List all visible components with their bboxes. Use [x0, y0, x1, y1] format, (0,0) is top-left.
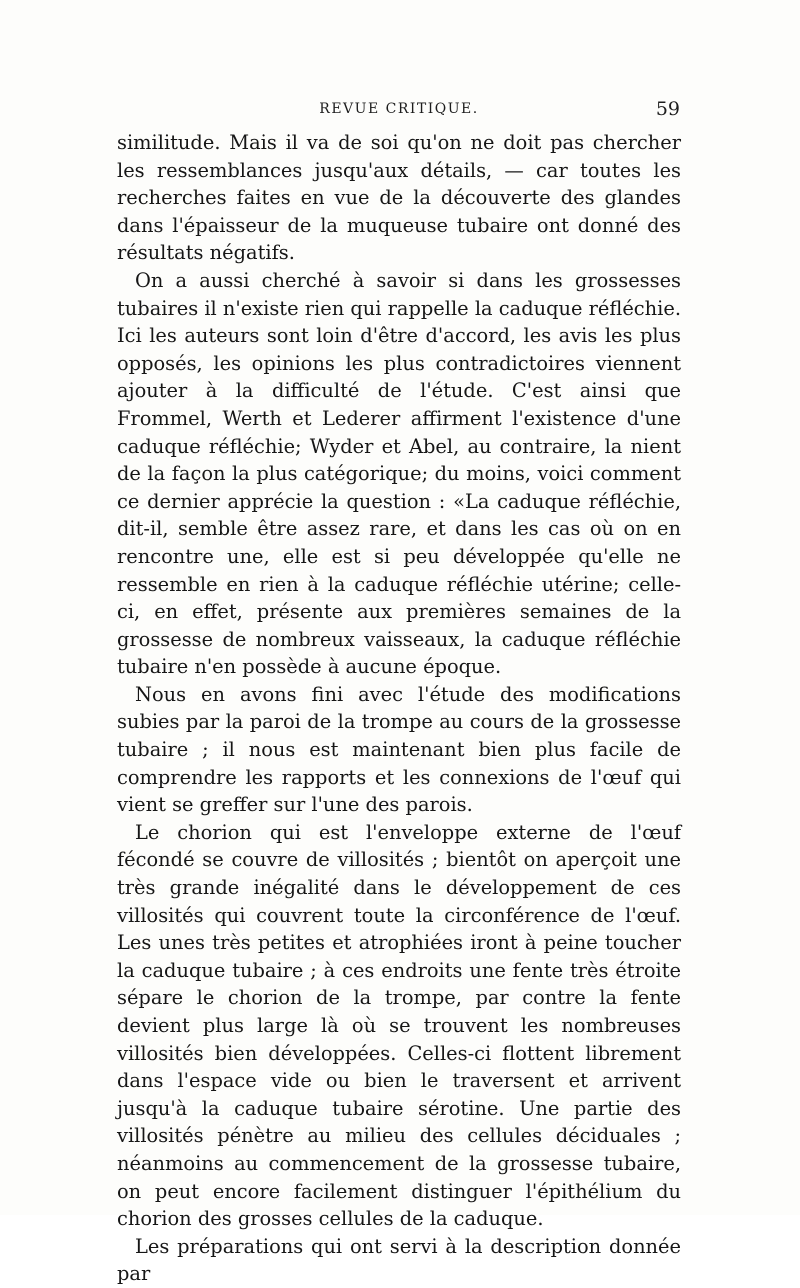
- paragraph-preparations: Les préparations qui ont servi à la description donnée par: [117, 1234, 681, 1286]
- running-title: REVUE CRITIQUE.: [319, 101, 479, 117]
- paragraph-continued: similitude. Mais il va de soi qu'on ne doit pas chercher les ressemblances jusqu'aux détails, — car toutes les recherches faites en vue de la découverte des glandes dans l'épaisseur de la muqueuse tubaire ont donné des résultats négatifs.: [117, 131, 681, 265]
- paragraph-modifications: Nous en avons fini avec l'étude des modifications subies par la paroi de la trompe au cours de la grossesse tubaire ; il nous est maintenant bien plus facile de comprendre les rapports et les connexions de l'œuf qui vient se greffer sur l'une des parois.: [117, 682, 681, 817]
- running-head: [118, 98, 680, 122]
- body-text: [117, 129, 681, 1288]
- paragraph-caduque-reflechie: On a aussi cherché à savoir si dans les grossesses tubaires il n'existe rien qui rappelle la caduque réfléchie. Ici les auteurs sont loin d'être d'accord, les avis les plus opposés, les opinions les plus contradictoires viennent ajouter à la difficulté de l'étude. C'est ainsi que Frommel, Werth et Lederer affirment l'existence d'une caduque réfléchie; Wyder et Abel, au contraire, la nient de la façon la plus catégorique; du moins, voici comment ce dernier apprécie la question : «La caduque réfléchie, dit-il, semble être assez rare, et dans les cas où on en rencontre une, elle est si peu développée qu'elle ne ressemble en rien à la caduque réfléchie utérine; celle-ci, en effet, présente aux premières semaines de la grossesse de nombreux vaisseaux, la caduque réfléchie tubaire n'en possède à aucune époque.: [117, 268, 681, 679]
- paragraph-chorion: Le chorion qui est l'enveloppe externe de l'œuf fécondé se couvre de villosités ; bientôt on aperçoit une très grande inégalité dans le développement de ces villosités qui couvrent toute la circonférence de l'œuf. Les unes très petites et atrophiées iront à peine toucher la caduque tubaire ; à ces endroits une fente très étroite sépare le chorion de la trompe, par contre la fente devient plus large là où se trouvent les nombreuses villosités bien développées. Celles-ci flottent librement dans l'espace vide ou bien le traversent et arrivent jusqu'à la caduque tubaire sérotine. Une partie des villosités pénètre au milieu des cellules déciduales ; néanmoins au commencement de la grossesse tubaire, on peut encore facilement distinguer l'épithélium du chorion des grosses cellules de la caduque.: [117, 820, 681, 1231]
- page-number: 59: [655, 98, 680, 120]
